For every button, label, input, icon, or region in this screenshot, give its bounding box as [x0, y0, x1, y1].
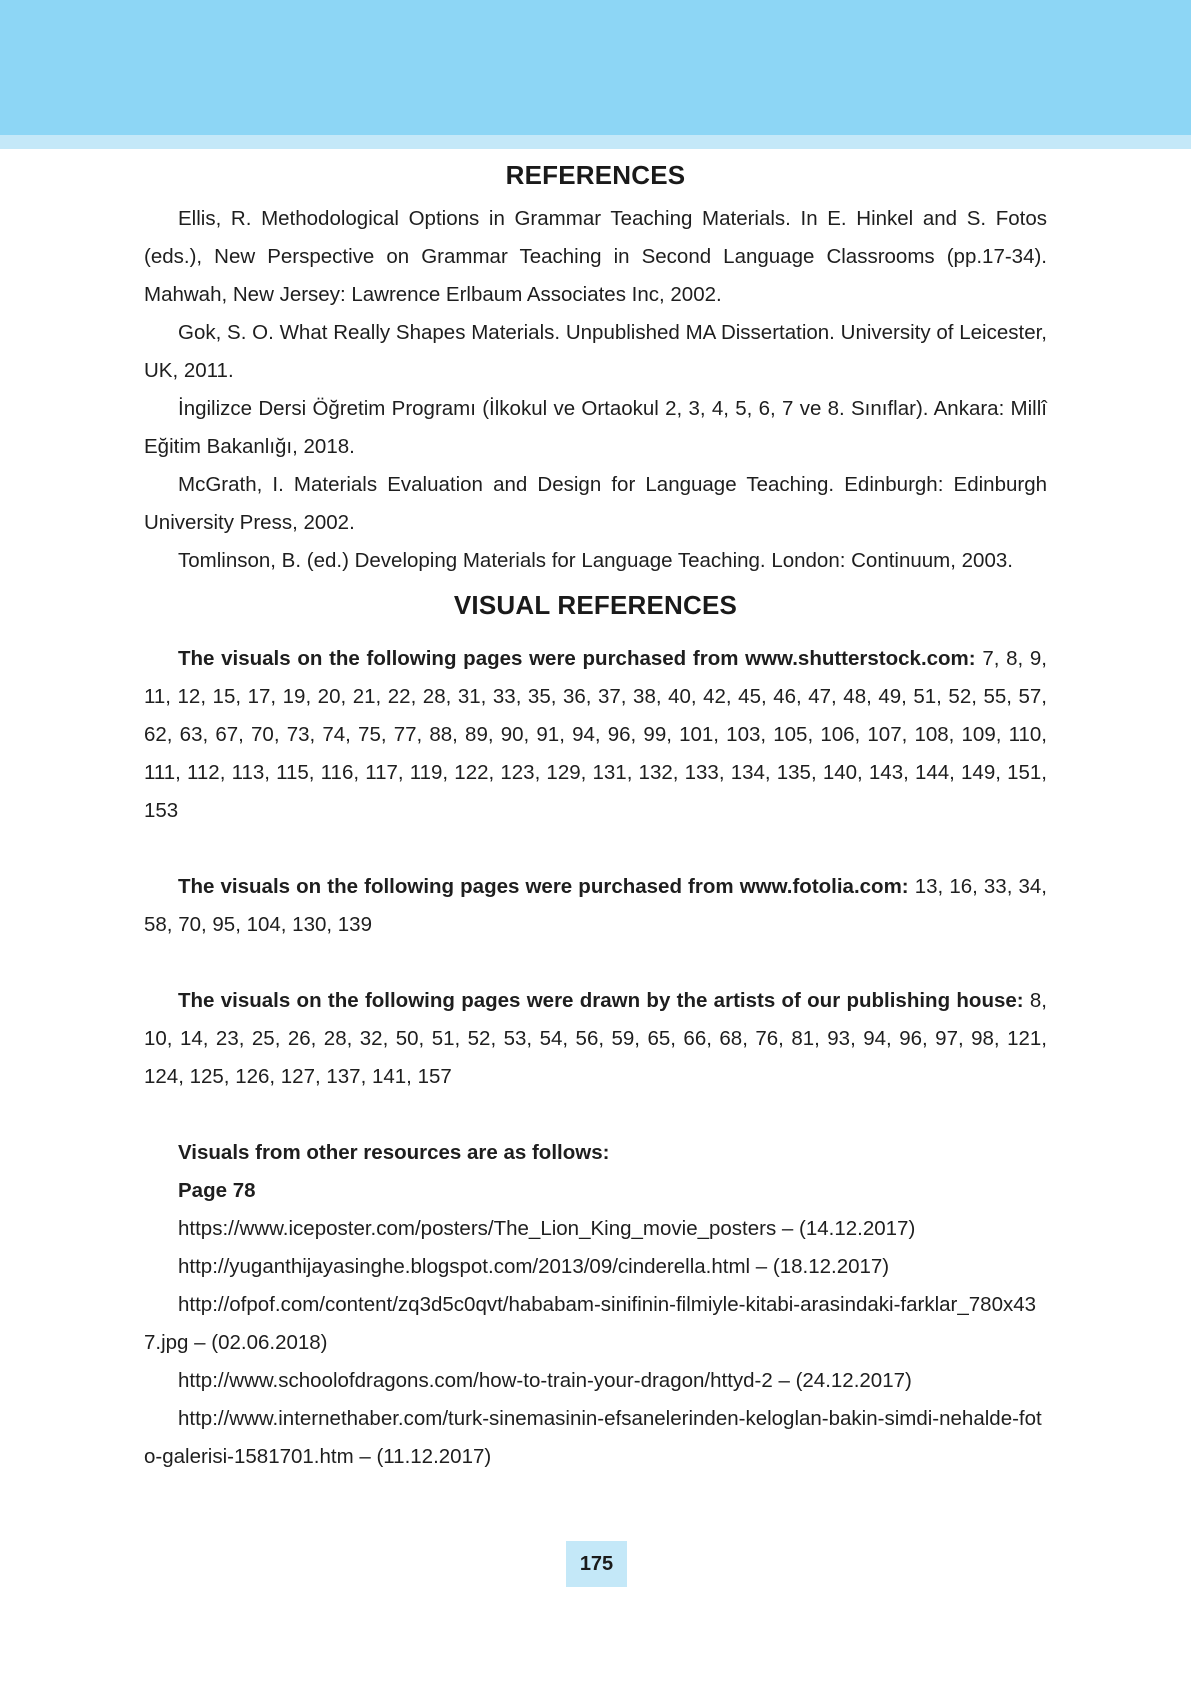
- header-strip: [0, 135, 1191, 149]
- references-title: REFERENCES: [505, 160, 686, 190]
- resource-link: https://www.iceposter.com/posters/The_Lion_King_movie_posters – (14.12.2017): [178, 1217, 916, 1240]
- page-content: [144, 150, 1047, 1476]
- artists-credit: [144, 982, 1047, 1096]
- fotolia-lead: The visuals on the following pages were purchased from www.fotolia.com:: [178, 875, 909, 898]
- fotolia-pages: 13, 16, 33, 34, 58, 70, 95, 104, 130, 139: [144, 875, 1047, 936]
- page-78-heading: Page 78: [178, 1179, 256, 1202]
- fotolia-credit: [144, 868, 1047, 944]
- resource-link: http://ofpof.com/content/zq3d5c0qvt/hababam-sinifinin-filmiyle-kitabi-arasindaki-farklar_780x437.jpg – (02.06.2018): [144, 1293, 1037, 1354]
- resource-link: http://www.internethaber.com/turk-sinemasinin-efsanelerinden-keloglan-bakin-simdi-nehalde-foto-galerisi-1581701.htm – (11.12.2017): [144, 1407, 1042, 1468]
- page-number: 175: [566, 1541, 627, 1587]
- other-resources-heading: Visuals from other resources are as follows:: [178, 1141, 610, 1164]
- shutterstock-lead: The visuals on the following pages were purchased from www.shutterstock.com:: [178, 647, 976, 670]
- visual-references-title: VISUAL REFERENCES: [453, 590, 738, 620]
- artists-lead: The visuals on the following pages were drawn by the artists of our publishing house:: [178, 989, 1024, 1012]
- header-band: [0, 0, 1191, 135]
- shutterstock-credit: [144, 640, 1047, 830]
- reference-item: Ellis, R. Methodological Options in Grammar Teaching Materials. In E. Hinkel and S. Fotos (eds.), New Perspective on Grammar Teaching in Second Language Classrooms (pp.17-34). Mahwah, New Jersey: Lawrence Erlbaum Associates Inc, 2002.: [144, 207, 1047, 306]
- reference-item: Tomlinson, B. (ed.) Developing Materials for Language Teaching. London: Continuum, 2003.: [178, 549, 1013, 572]
- shutterstock-pages: 7, 8, 9, 11, 12, 15, 17, 19, 20, 21, 22, 28, 31, 33, 35, 36, 37, 38, 40, 42, 45, 46, 47, 48, 49, 51, 52, 55, 57, 62, 63, 67, 70, 73, 74, 75, 77, 88, 89, 90, 91, 94, 96, 99, 101, 103, 105, 106, 107, 108, 109, 110, 111, 112, 113, 115, 116, 117, 119, 122, 123, 129, 131, 132, 133, 134, 135, 140, 143, 144, 149, 151, 153: [144, 647, 1047, 822]
- artists-pages: 8, 10, 14, 23, 25, 26, 28, 32, 50, 51, 52, 53, 54, 56, 59, 65, 66, 68, 76, 81, 93, 94, 96, 97, 98, 121, 124, 125, 126, 127, 137, 141, 157: [144, 989, 1047, 1088]
- reference-item: Gok, S. O. What Really Shapes Materials. Unpublished MA Dissertation. University of Leicester, UK, 2011.: [144, 321, 1047, 382]
- reference-item: McGrath, I. Materials Evaluation and Design for Language Teaching. Edinburgh: Edinburgh University Press, 2002.: [144, 473, 1047, 534]
- resource-link: http://yuganthijayasinghe.blogspot.com/2013/09/cinderella.html – (18.12.2017): [178, 1255, 890, 1278]
- reference-item: İngilizce Dersi Öğretim Programı (İlkokul ve Ortaokul 2, 3, 4, 5, 6, 7 ve 8. Sınıflar). Ankara: Millî Eğitim Bakanlığı, 2018.: [144, 397, 1047, 458]
- resource-link: http://www.schoolofdragons.com/how-to-train-your-dragon/httyd-2 – (24.12.2017): [178, 1369, 912, 1392]
